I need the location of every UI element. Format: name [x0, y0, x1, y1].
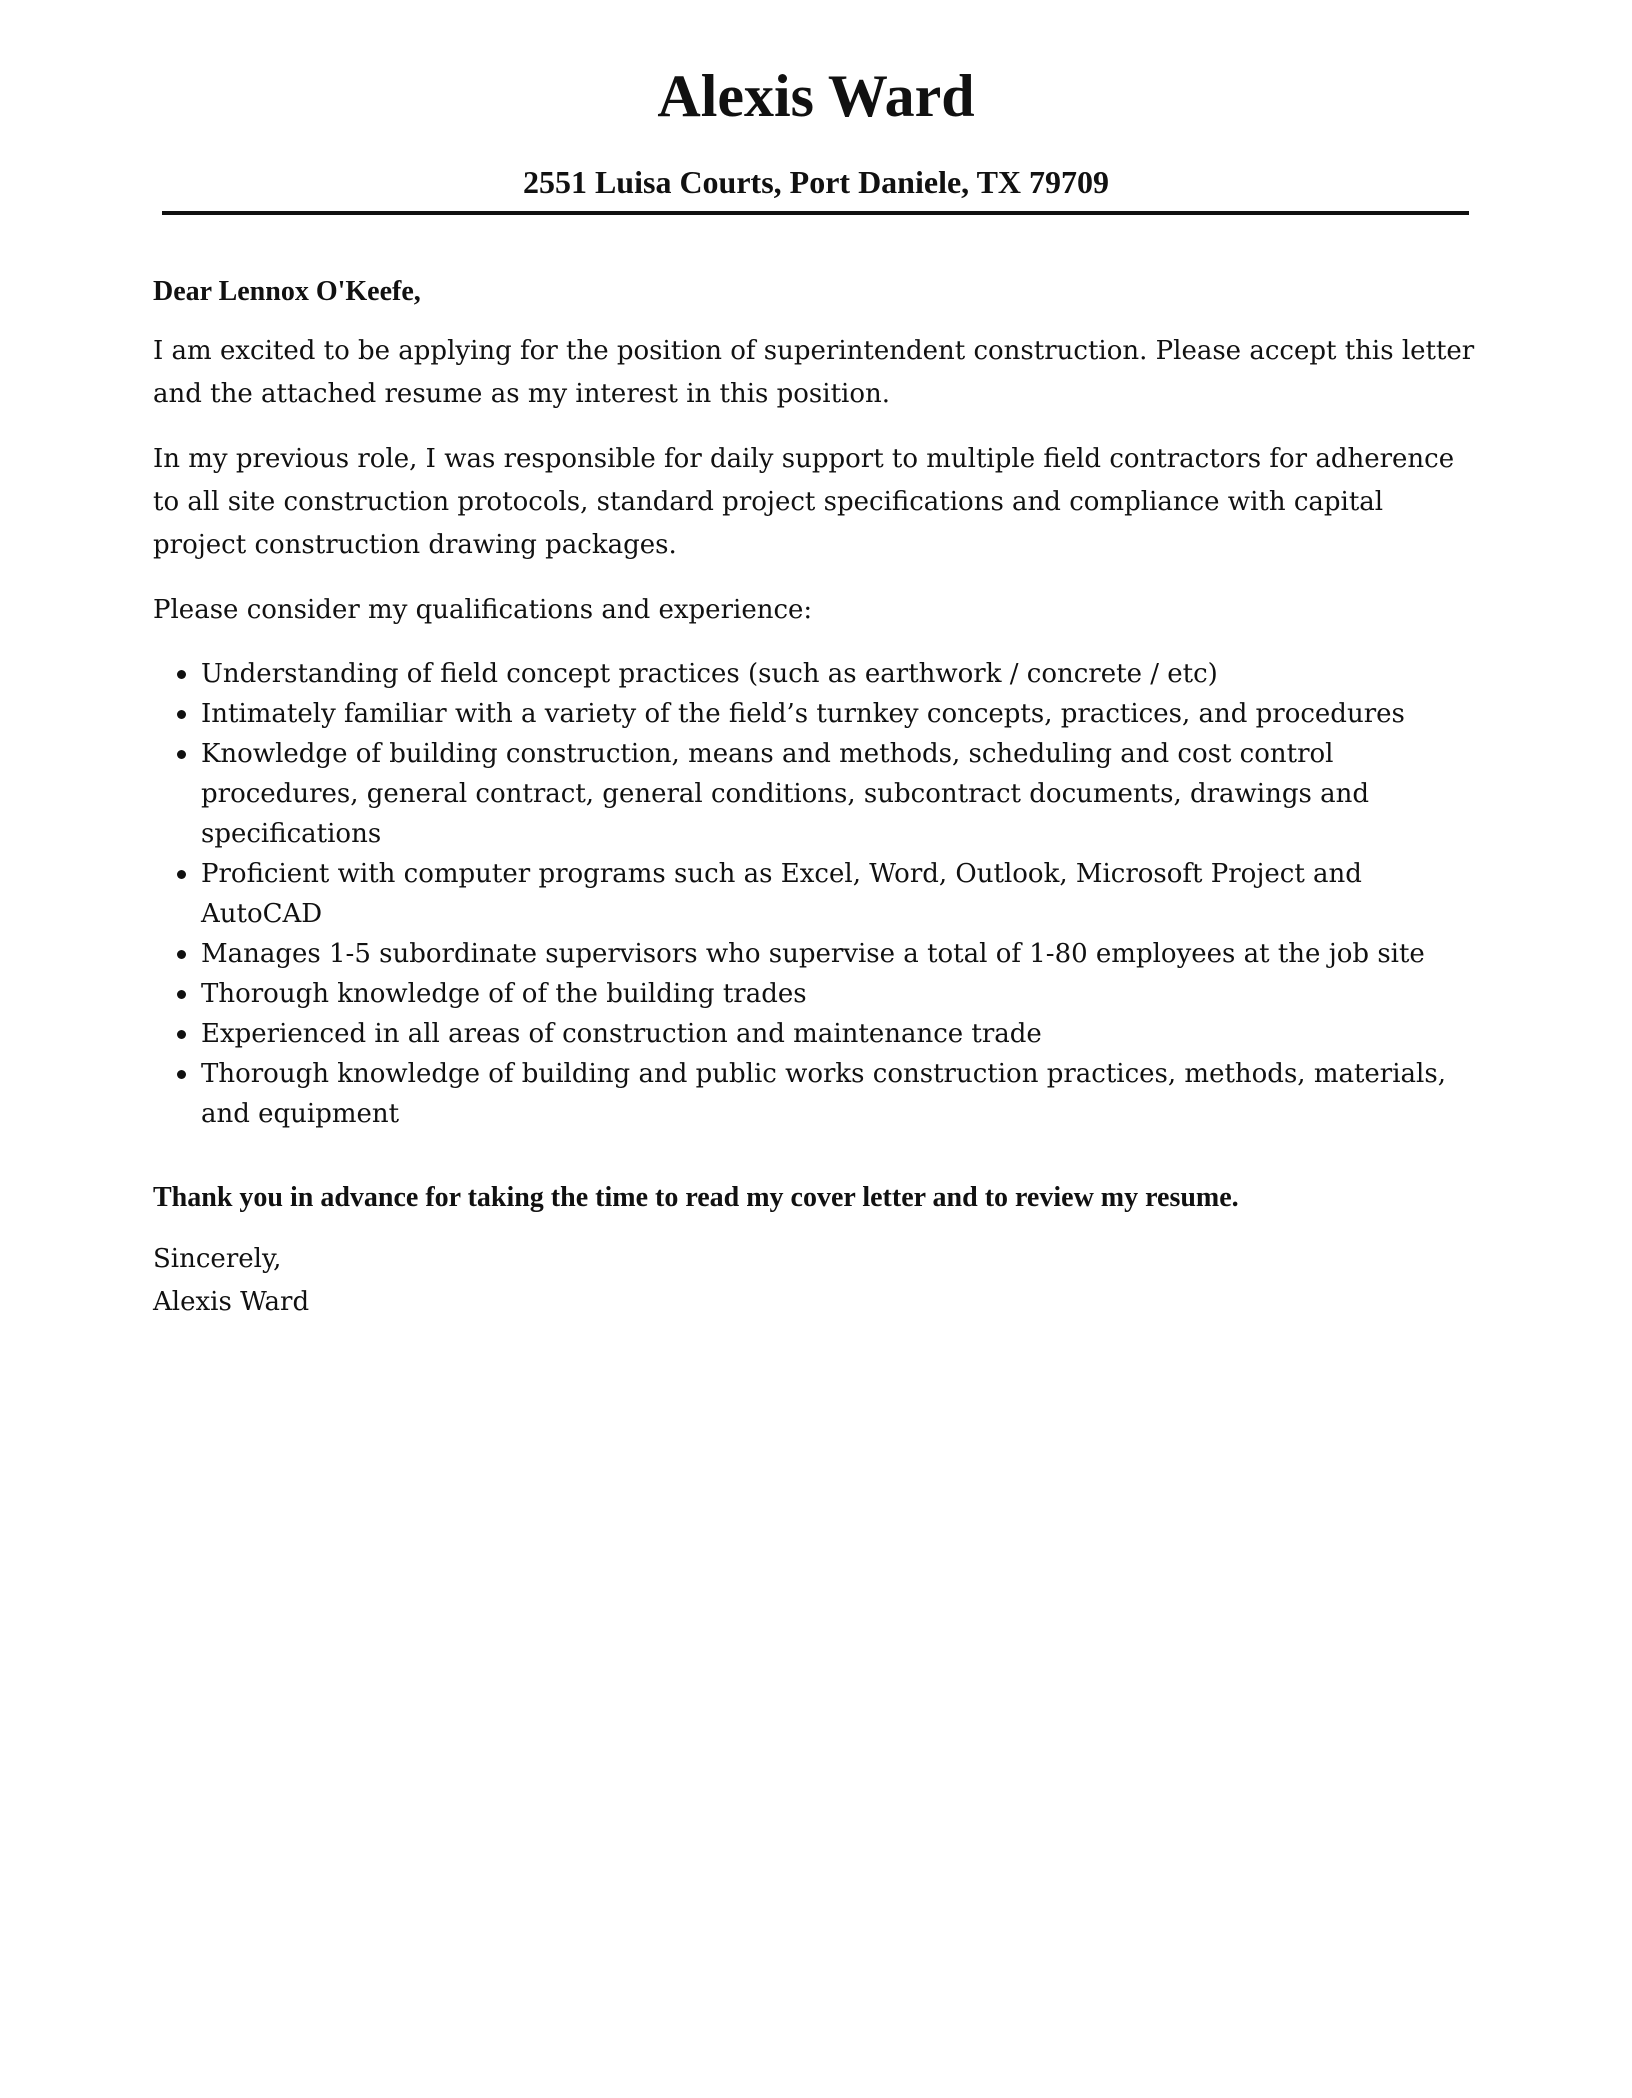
letter-body — [153, 272, 1483, 1324]
header-divider — [162, 211, 1469, 215]
list-item: Intimately familiar with a variety of the field’s turnkey concepts, practices, and procedures — [201, 694, 1483, 734]
signoff: Sincerely, — [153, 1244, 282, 1274]
list-item: Manages 1-5 subordinate supervisors who supervise a total of 1-80 employees at the job site — [201, 934, 1483, 974]
intro-paragraph: I am excited to be applying for the position of superintendent construction. Please accept this letter and the attached resume as my interest in this position. — [153, 336, 1475, 409]
greeting: Dear Lennox O'Keefe, — [153, 276, 421, 307]
list-item: Understanding of field concept practices (such as earthwork / concrete / etc) — [201, 654, 1483, 694]
signature: Alexis Ward — [153, 1287, 310, 1317]
qualifications-intro: Please consider my qualifications and experience: — [153, 595, 813, 625]
closing-statement: Thank you in advance for taking the time to read my cover letter and to review my resume. — [153, 1182, 1239, 1213]
sender-name: Alexis Ward — [657, 63, 975, 129]
list-item: Proficient with computer programs such as Excel, Word, Outlook, Microsoft Project and AutoCAD — [201, 854, 1483, 934]
experience-paragraph: In my previous role, I was responsible for daily support to multiple field contractors for adherence to all site construction protocols, standard project specifications and compliance with capital project construction drawing packages. — [153, 444, 1455, 560]
list-item: Knowledge of building construction, means and methods, scheduling and cost control procedures, general contract, general conditions, subcontract documents, drawings and specifications — [201, 734, 1483, 854]
sender-address: 2551 Luisa Courts, Port Daniele, TX 79709 — [522, 164, 1110, 200]
list-item: Thorough knowledge of building and public works construction practices, methods, materials, and equipment — [201, 1054, 1483, 1134]
list-item: Thorough knowledge of of the building trades — [201, 974, 1483, 1014]
qualifications-list — [153, 654, 1483, 1134]
list-item: Experienced in all areas of construction and maintenance trade — [201, 1014, 1483, 1054]
